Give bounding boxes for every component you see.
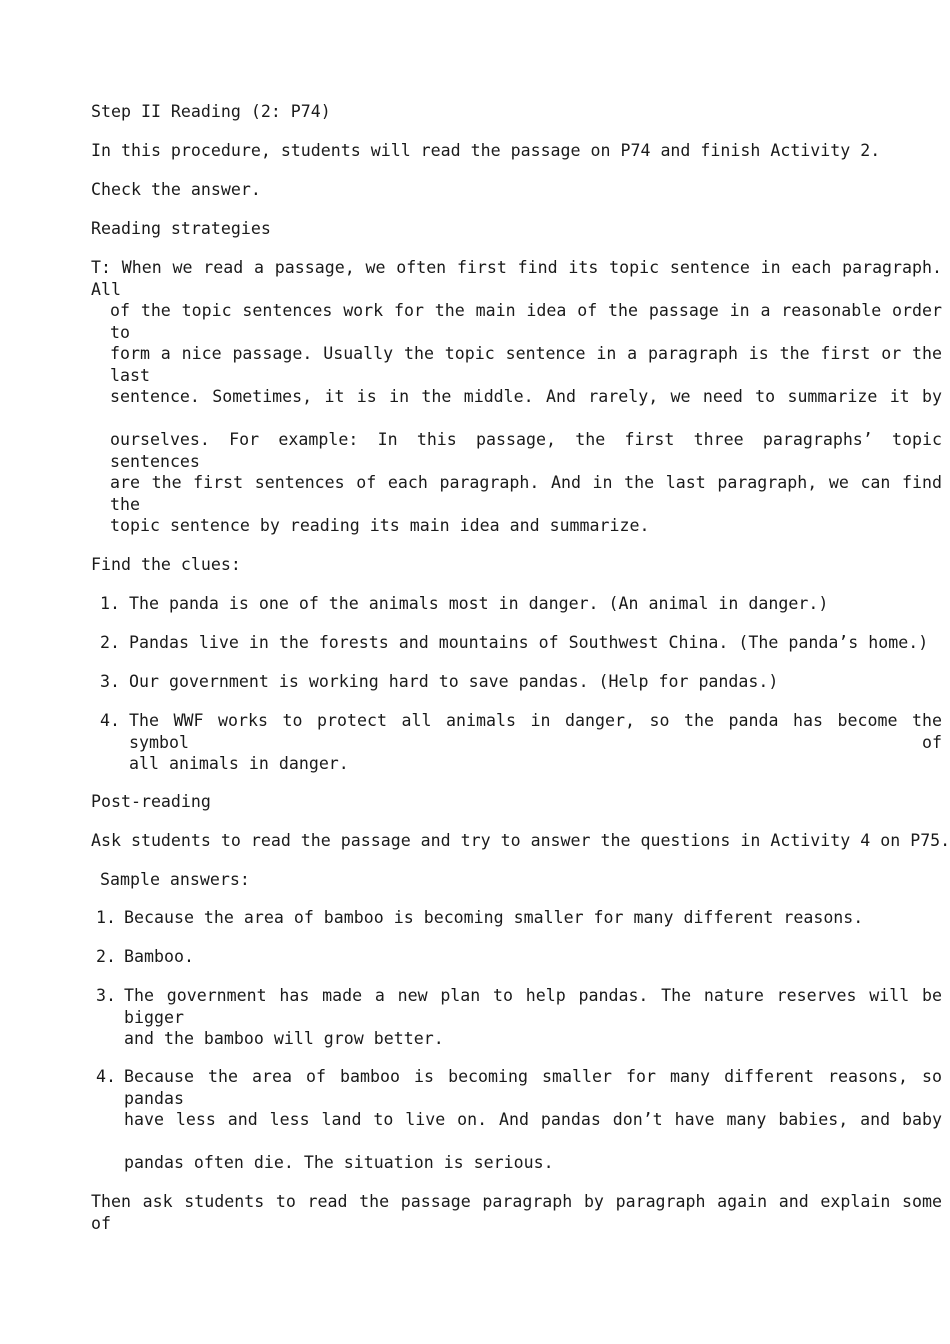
teacher-line: are the first sentences of each paragraph. And in the last paragraph, we can find the xyxy=(110,473,942,514)
teacher-line: T: When we read a passage, we often first find its topic sentence in each paragraph. All xyxy=(91,258,942,299)
list-item: have less and less land to live on. And pandas don’t have many babies, and baby xyxy=(124,1110,942,1129)
list-item: and the bamboo will grow better. xyxy=(124,1029,444,1048)
post-reading-instruction: Ask students to read the passage and try to answer the questions in Activity 4 on P75. xyxy=(91,831,950,850)
strategies-title: Reading strategies xyxy=(91,219,271,238)
list-number: 3. xyxy=(100,672,120,691)
list-number: 2. xyxy=(96,947,116,966)
teacher-line: ourselves. For example: In this passage, the first three paragraphs’ topic sentences xyxy=(110,430,942,471)
list-item: Bamboo. xyxy=(124,947,194,966)
closing-text: Then ask students to read the passage paragraph by paragraph again and explain some of xyxy=(91,1192,942,1233)
list-item: Our government is working hard to save pandas. (Help for pandas.) xyxy=(129,672,779,691)
sample-answers-title: Sample answers: xyxy=(100,870,250,889)
teacher-line: form a nice passage. Usually the topic sentence in a paragraph is the first or the last xyxy=(110,344,942,385)
list-item: pandas often die. The situation is serious. xyxy=(124,1153,554,1172)
list-item: The WWF works to protect all animals in danger, so the panda has become the symbol of xyxy=(129,711,942,752)
list-number: 1. xyxy=(100,594,120,613)
list-item: The panda is one of the animals most in danger. (An animal in danger.) xyxy=(129,594,829,613)
list-item: all animals in danger. xyxy=(129,754,349,773)
list-number: 4. xyxy=(100,711,120,730)
list-number: 4. xyxy=(96,1067,116,1086)
teacher-line: of the topic sentences work for the main idea of the passage in a reasonable order to xyxy=(110,301,942,342)
list-number: 1. xyxy=(96,908,116,927)
intro-text: In this procedure, students will read the passage on P74 and finish Activity 2. xyxy=(91,141,881,160)
list-item: Pandas live in the forests and mountains of Southwest China. (The panda’s home.) xyxy=(129,633,929,652)
teacher-line: sentence. Sometimes, it is in the middle. And rarely, we need to summarize it by xyxy=(110,387,942,406)
list-number: 2. xyxy=(100,633,120,652)
check-text: Check the answer. xyxy=(91,180,261,199)
clues-title: Find the clues: xyxy=(91,555,241,574)
teacher-line: topic sentence by reading its main idea and summarize. xyxy=(110,516,650,535)
list-item: Because the area of bamboo is becoming smaller for many different reasons, so pandas xyxy=(124,1067,942,1108)
list-number: 3. xyxy=(96,986,116,1005)
step-heading: Step II Reading (2: P74) xyxy=(91,102,331,121)
post-reading-title: Post-reading xyxy=(91,792,211,811)
list-item: The government has made a new plan to help pandas. The nature reserves will be bigger xyxy=(124,986,942,1027)
list-item: Because the area of bamboo is becoming smaller for many different reasons. xyxy=(124,908,864,927)
